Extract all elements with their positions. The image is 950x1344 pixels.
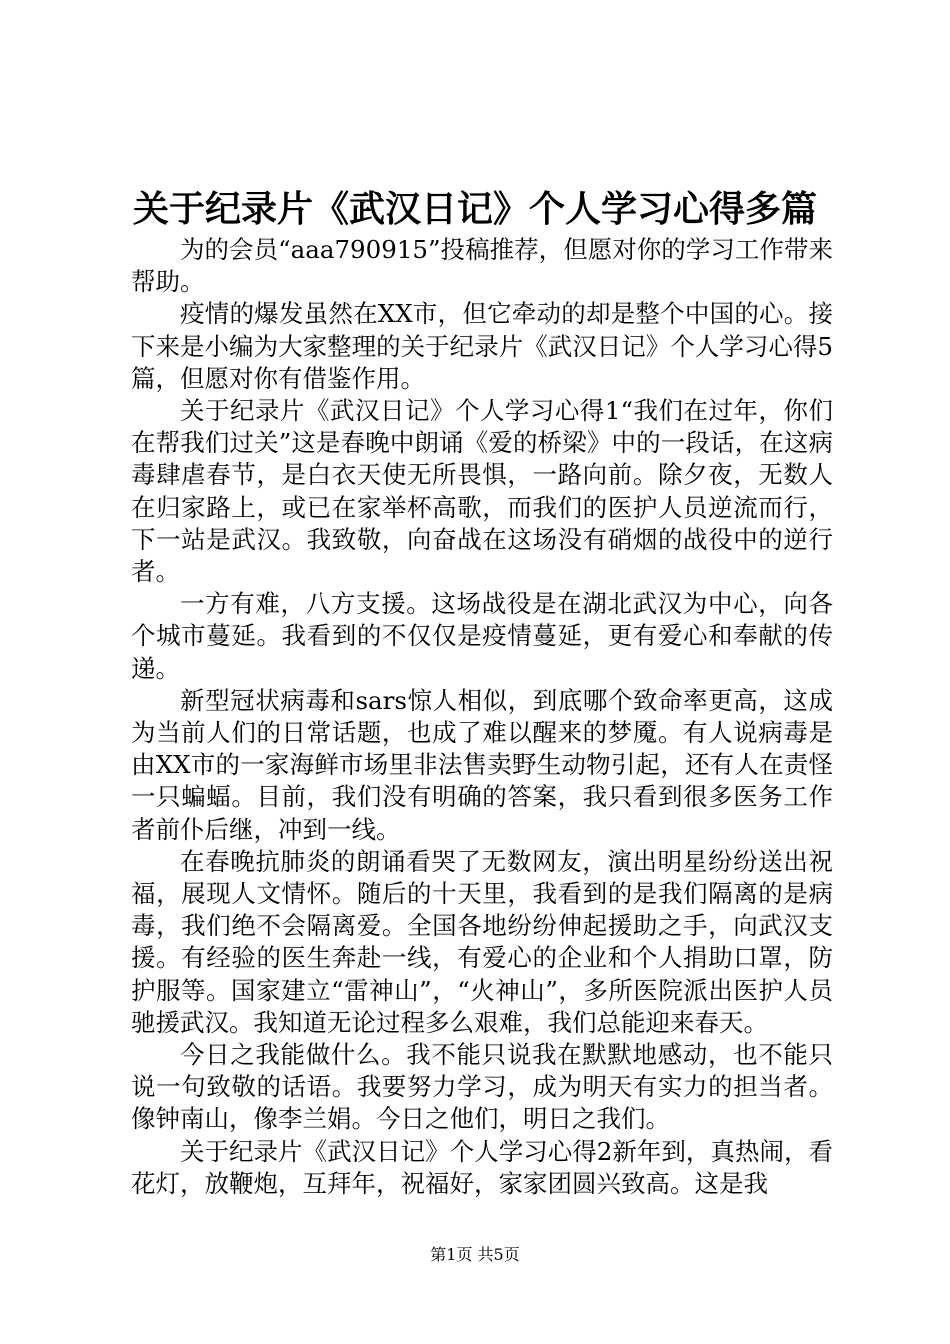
document-title: 关于纪录片《武汉日记》个人学习心得多篇 <box>132 188 817 230</box>
paragraph: 关于纪录片《武汉日记》个人学习心得1“我们在过年，你们在帮我们过关”这是春晚中朗诵《爱的桥梁》中的一段话，在这病毒肆虐春节，是白衣天使无所畏惧，一路向前。除夕夜，无数人在归家路上，或已在家举杯高歌，而我们的医护人员逆流而行，下一站是武汉。我致敬，向奋战在这场没有硝烟的战役中的逆行者。 <box>131 396 833 587</box>
paragraph: 今日之我能做什么。我不能只说我在默默地感动，也不能只说一句致敬的话语。我要努力学习，成为明天有实力的担当者。像钟南山，像李兰娟。今日之他们，明日之我们。 <box>131 1040 833 1134</box>
document-body <box>131 234 833 1200</box>
paragraph: 在春晚抗肺炎的朗诵看哭了无数网友，演出明星纷纷送出祝福，展现人文情怀。随后的十天里，我看到的是我们隔离的是病毒，我们绝不会隔离爱。全国各地纷纷伸起援助之手，向武汉支援。有经验的医生奔赴一线，有爱心的企业和个人捐助口罩，防护服等。国家建立“雷神山”，“火神山”，多所医院派出医护人员驰援武汉。我知道无论过程多么艰难，我们总能迎来春天。 <box>131 846 833 1037</box>
paragraph: 为的会员“aaa790915”投稿推荐，但愿对你的学习工作带来帮助。 <box>131 235 833 297</box>
paragraph: 新型冠状病毒和sars惊人相似，到底哪个致命率更高，这成为当前人们的日常话题，也成了难以醒来的梦魇。有人说病毒是由XX市的一家海鲜市场里非法售卖野生动物引起，还有人在责怪一只蝙蝠。目前，我们没有明确的答案，我只看到很多医务工作者前仆后继，冲到一线。 <box>131 685 833 844</box>
paragraph: 关于纪录片《武汉日记》个人学习心得2新年到，真热闹，看花灯，放鞭炮，互拜年，祝福好，家家团圆兴致高。这是我 <box>131 1136 833 1198</box>
page-footer: 第1页 共5页 <box>430 1245 520 1264</box>
paragraph: 一方有难，八方支援。这场战役是在湖北武汉为中心，向各个城市蔓延。我看到的不仅仅是疫情蔓延，更有爱心和奉献的传递。 <box>131 589 833 683</box>
paragraph: 疫情的爆发虽然在XX市，但它牵动的却是整个中国的心。接下来是小编为大家整理的关于纪录片《武汉日记》个人学习心得5篇，但愿对你有借鉴作用。 <box>131 299 833 393</box>
